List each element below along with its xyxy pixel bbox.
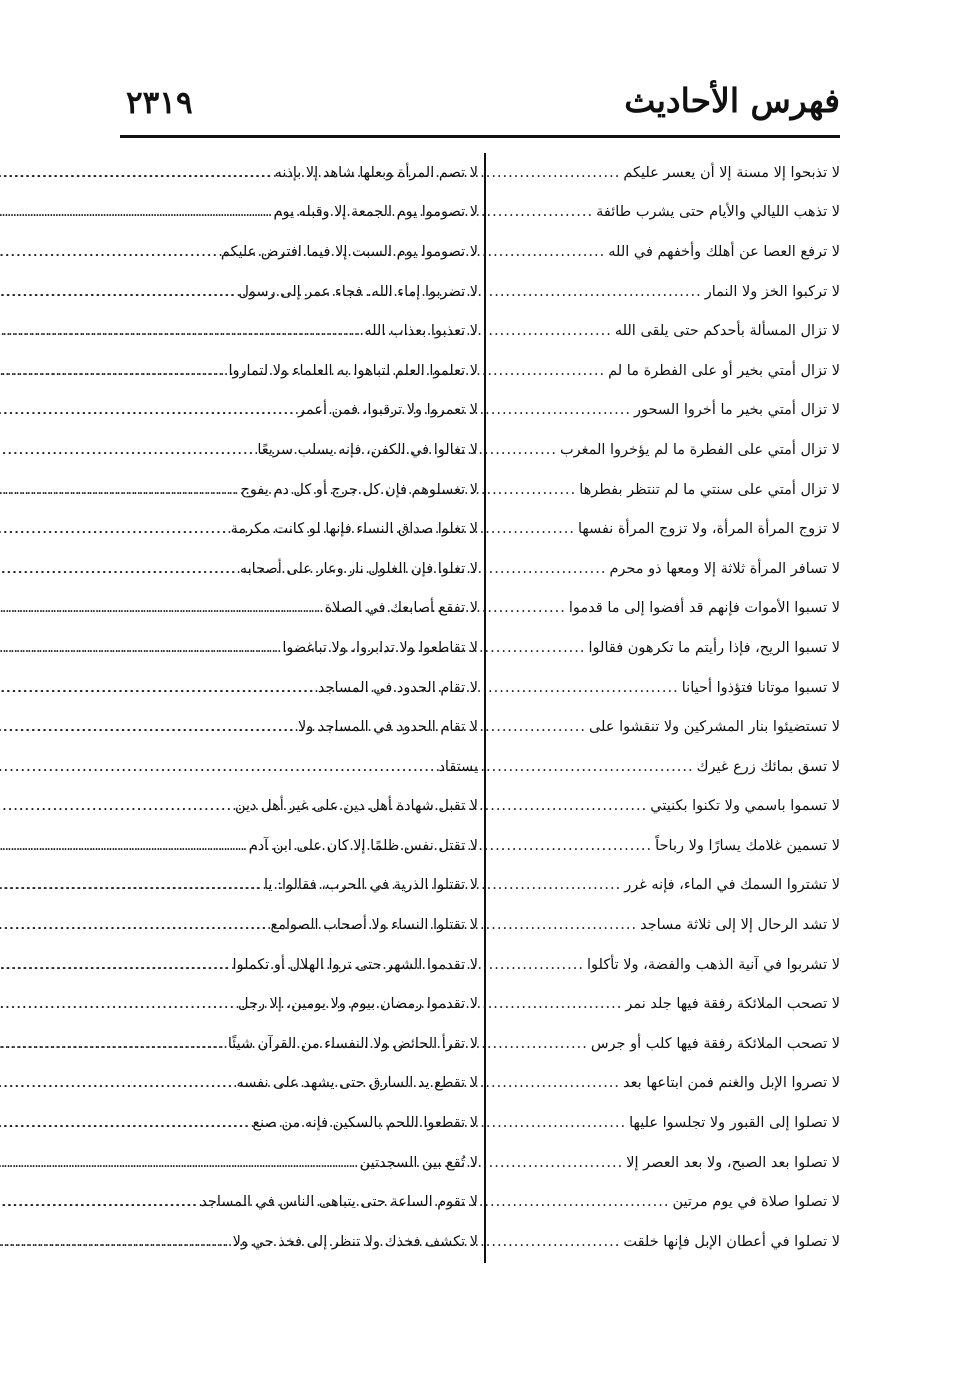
leader-dots: [0, 996, 238, 1012]
entry-text: لا تسبوا موتانا فتؤذوا أحيانا: [681, 679, 840, 696]
leader-dots: [0, 363, 229, 379]
entry-text: لا تفقع أصابعك في الصلاة: [324, 600, 478, 617]
index-entry: [128, 549, 478, 589]
index-entry: [494, 470, 840, 510]
entry-text: لا تغسلوهم فإن كل جرح أو كل دم يفوح: [240, 481, 478, 498]
entry-text: لا تقطعوا اللحم بالسكين فإنه من صنع: [252, 1115, 478, 1132]
leader-dots: [0, 323, 364, 339]
entry-text: لا تزال أمتي بخير ما أخروا السحور: [634, 402, 840, 419]
entry-text: لا تكشف فخذك ولا تنظر إلى فخذ حي ولا: [232, 1233, 478, 1250]
index-entry: [128, 470, 478, 510]
index-entry: [494, 1143, 840, 1183]
index-entry: [494, 628, 840, 668]
entry-text: لا تصم المرأة وبعلها شاهد إلا بإذنه: [274, 164, 478, 181]
entry-text: لا تقاطعوا ولا تدابروا، ولا تباغضوا: [282, 639, 478, 656]
entry-text: لا تزوج المرأة المرأة، ولا تزوج المرأة نفسها: [577, 521, 840, 538]
entry-text: لا تضربوا إماء الله. فجاء عمر إلى رسول: [238, 283, 478, 300]
index-entry: [128, 668, 478, 708]
entry-text: لا تزال أمتي بخير أو على الفطرة ما لم: [608, 362, 840, 379]
index-entry: [494, 707, 840, 747]
entry-text: لا تقتلوا الذرية في الحرب، فقالوا: يا: [264, 877, 478, 894]
entry-text: لا تستضيئوا بنار المشركين ولا تنقشوا على: [588, 719, 840, 736]
entry-text: لا تقام الحدود في المساجد ولا: [297, 719, 478, 736]
entry-text: لا تصلوا في أعطان الإبل فإنها خلقت: [623, 1233, 840, 1250]
left-column: [128, 153, 478, 1262]
index-entry: [494, 1064, 840, 1104]
index-entry: [128, 826, 478, 866]
index-entry: [494, 549, 840, 589]
leader-dots: [0, 917, 271, 933]
entry-text: لا تُقع بين السجدتين: [359, 1154, 478, 1171]
index-entry: [494, 589, 840, 629]
leader-dots: [0, 561, 240, 577]
index-entry: [128, 787, 478, 827]
entry-text: لا تقدموا الشهر حتى تروا الهلال أو تكملوا: [232, 956, 478, 973]
index-entry: [128, 1182, 478, 1222]
entry-text: لا تذهب الليالي والأيام حتى يشرب طائفة: [596, 204, 840, 221]
entry-text: لا تزال أمتي على سنتي ما لم تنتظر بفطرها: [579, 481, 840, 498]
entry-text: لا تصروا الإبل والغنم فمن ابتاعها بعد: [623, 1075, 840, 1092]
entry-text: لا تسق بمائك زرع غيرك: [696, 758, 840, 775]
entry-text: لا تغلوا صداق النساء فإنها لو كانت مكرمة: [230, 521, 478, 538]
leader-dots: [0, 719, 298, 735]
index-entry: [494, 984, 840, 1024]
index-entry: [128, 1103, 478, 1143]
leader-dots: [0, 521, 231, 537]
index-entry: [494, 430, 840, 470]
index-entry: [494, 391, 840, 431]
index-entry: [494, 193, 840, 233]
index-entry: [128, 747, 478, 787]
index-entry: [494, 509, 840, 549]
entry-text: لا تغلوا فإن الغلول نار وعار على أصحابه: [239, 560, 478, 577]
header-rule: [120, 135, 840, 138]
leader-dots: [0, 838, 249, 854]
entry-text: لا تغالوا في الكفن، فإنه يسلب سريعًا: [257, 441, 478, 458]
index-entry: [494, 905, 840, 945]
index-entry: [494, 1024, 840, 1064]
leader-dots: [0, 284, 238, 300]
index-entry: [494, 1182, 840, 1222]
leader-dots: [0, 798, 235, 814]
index-entry: [494, 351, 840, 391]
leader-dots: [0, 759, 438, 775]
index-entry: [128, 589, 478, 629]
page-number: ٢٣١٩: [126, 85, 193, 121]
leader-dots: [0, 165, 275, 181]
entry-text: لا تصوموا يوم الجمعة إلا وقبله يوم: [273, 204, 478, 221]
entry-text: لا تقوم الساعة حتى يتباهى الناس في المساجد: [200, 1194, 478, 1211]
entry-text: لا تقرأ الحائض ولا النفساء من القرآن شيئًا: [227, 1035, 478, 1052]
index-entry: [128, 509, 478, 549]
entry-text: لا تذبحوا إلا مسنة إلا أن يعسر عليكم: [623, 164, 840, 181]
leader-dots: [0, 957, 233, 973]
index-entry: [494, 1222, 840, 1262]
index-entry: [128, 1222, 478, 1262]
index-entry: [494, 826, 840, 866]
leader-dots: [0, 1075, 236, 1091]
index-entry: [128, 391, 478, 431]
entry-text: لا تسموا باسمي ولا تكنوا بكنيتي: [650, 798, 840, 815]
entry-text: لا تعمروا ولا ترقبوا، فمن أعمر: [298, 402, 478, 419]
index-entry: [494, 945, 840, 985]
entry-text: لا تقتل نفس ظلمًا إلا كان على ابن آدم: [248, 837, 478, 854]
leader-dots: [0, 1155, 360, 1171]
leader-dots: [0, 877, 264, 893]
leader-dots: [0, 640, 282, 656]
entry-text: لا تزال المسألة بأحدكم حتى يلقى الله: [614, 323, 840, 340]
leader-dots: [0, 482, 241, 498]
leader-dots: [0, 1194, 200, 1210]
index-entry: [494, 747, 840, 787]
entry-text: لا تصلوا صلاة في يوم مرتين: [672, 1194, 840, 1211]
index-entry: [494, 668, 840, 708]
entry-text: لا تسبوا الريح، فإذا رأيتم ما تكرهون فقالوا: [588, 639, 840, 656]
entry-text: لا تعذبوا بعذاب الله: [364, 323, 478, 340]
index-entry: [128, 1143, 478, 1183]
entry-text: لا تقدموا رمضان بيوم ولا يومين، إلا رجل: [238, 996, 478, 1013]
entry-text: لا تركبوا الخز ولا النمار: [704, 283, 840, 300]
leader-dots: [0, 680, 318, 696]
entry-text: لا تقطع يد السارق حتى يشهد على نفسه: [236, 1075, 478, 1092]
index-entry: [128, 866, 478, 906]
entry-text: لا تسافر المرأة ثلاثة إلا ومعها ذو محرم: [609, 560, 840, 577]
right-column: [494, 153, 840, 1262]
index-entry: [128, 311, 478, 351]
index-entry: [494, 1103, 840, 1143]
index-entry: [128, 984, 478, 1024]
index-entry: [128, 232, 478, 272]
leader-dots: [0, 402, 298, 418]
entry-text: لا تصلوا بعد الصبح، ولا بعد العصر إلا: [626, 1154, 840, 1171]
entry-text: لا تصوموا يوم السبت إلا فيما افترض عليكم: [220, 243, 478, 260]
index-entry: [128, 905, 478, 945]
page-title: فهرس الأحاديث: [624, 81, 840, 120]
index-entry: [128, 628, 478, 668]
index-entry: [128, 430, 478, 470]
index-entry: [128, 1024, 478, 1064]
index-entry: [128, 707, 478, 747]
leader-dots: [0, 204, 274, 220]
index-entry: [128, 193, 478, 233]
index-entry: [128, 351, 478, 391]
index-entry: [494, 787, 840, 827]
entry-text: لا تصحب الملائكة رفقة فيها كلب أو جرس: [590, 1035, 840, 1052]
entry-text: لا تصحب الملائكة رفقة فيها جلد نمر: [625, 996, 840, 1013]
entry-text: لا ترفع العصا عن أهلك وأخفهم في الله: [608, 243, 840, 260]
index-entry: [494, 866, 840, 906]
entry-text: لا تصلوا إلى القبور ولا تجلسوا عليها: [629, 1115, 840, 1132]
leader-dots: [0, 244, 221, 260]
index-entry: [494, 272, 840, 312]
leader-dots: [0, 442, 257, 458]
entry-text: لا تزال أمتي على الفطرة ما لم يؤخروا المغرب: [559, 441, 840, 458]
leader-dots: [0, 600, 325, 616]
entry-text: لا تشربوا في آنية الذهب والفضة، ولا تأكلوا: [587, 956, 840, 973]
index-entry: [128, 272, 478, 312]
index-entry: [128, 153, 478, 193]
entry-text: لا تشد الرحال إلا إلى ثلاثة مساجد: [640, 917, 840, 934]
entry-text: يستقاد: [438, 758, 478, 775]
index-entry: [494, 153, 840, 193]
column-divider: [484, 153, 486, 1263]
index-entry: [494, 311, 840, 351]
leader-dots: [0, 1036, 228, 1052]
entry-text: لا تقام الحدود في المساجد: [317, 679, 478, 696]
entry-text: لا تقبل شهادة أهل دين على غير أهل دين: [234, 798, 478, 815]
index-entry: [494, 232, 840, 272]
leader-dots: [0, 1234, 233, 1250]
entry-text: لا تشتروا السمك في الماء، فإنه غرر: [624, 877, 840, 894]
entry-text: لا تعلموا العلم لتباهوا به العلماء ولا لتماروا: [228, 362, 478, 379]
entry-text: لا تسبوا الأموات فإنهم قد أفضوا إلى ما قدموا: [568, 600, 840, 617]
entry-text: لا تسمين غلامك يسارًا ولا رباحاً: [655, 837, 840, 854]
index-entry: [128, 1064, 478, 1104]
leader-dots: [0, 1115, 252, 1131]
entry-text: لا تقتلوا النساء ولا أصحاب الصوامع: [270, 917, 478, 934]
index-entry: [128, 945, 478, 985]
